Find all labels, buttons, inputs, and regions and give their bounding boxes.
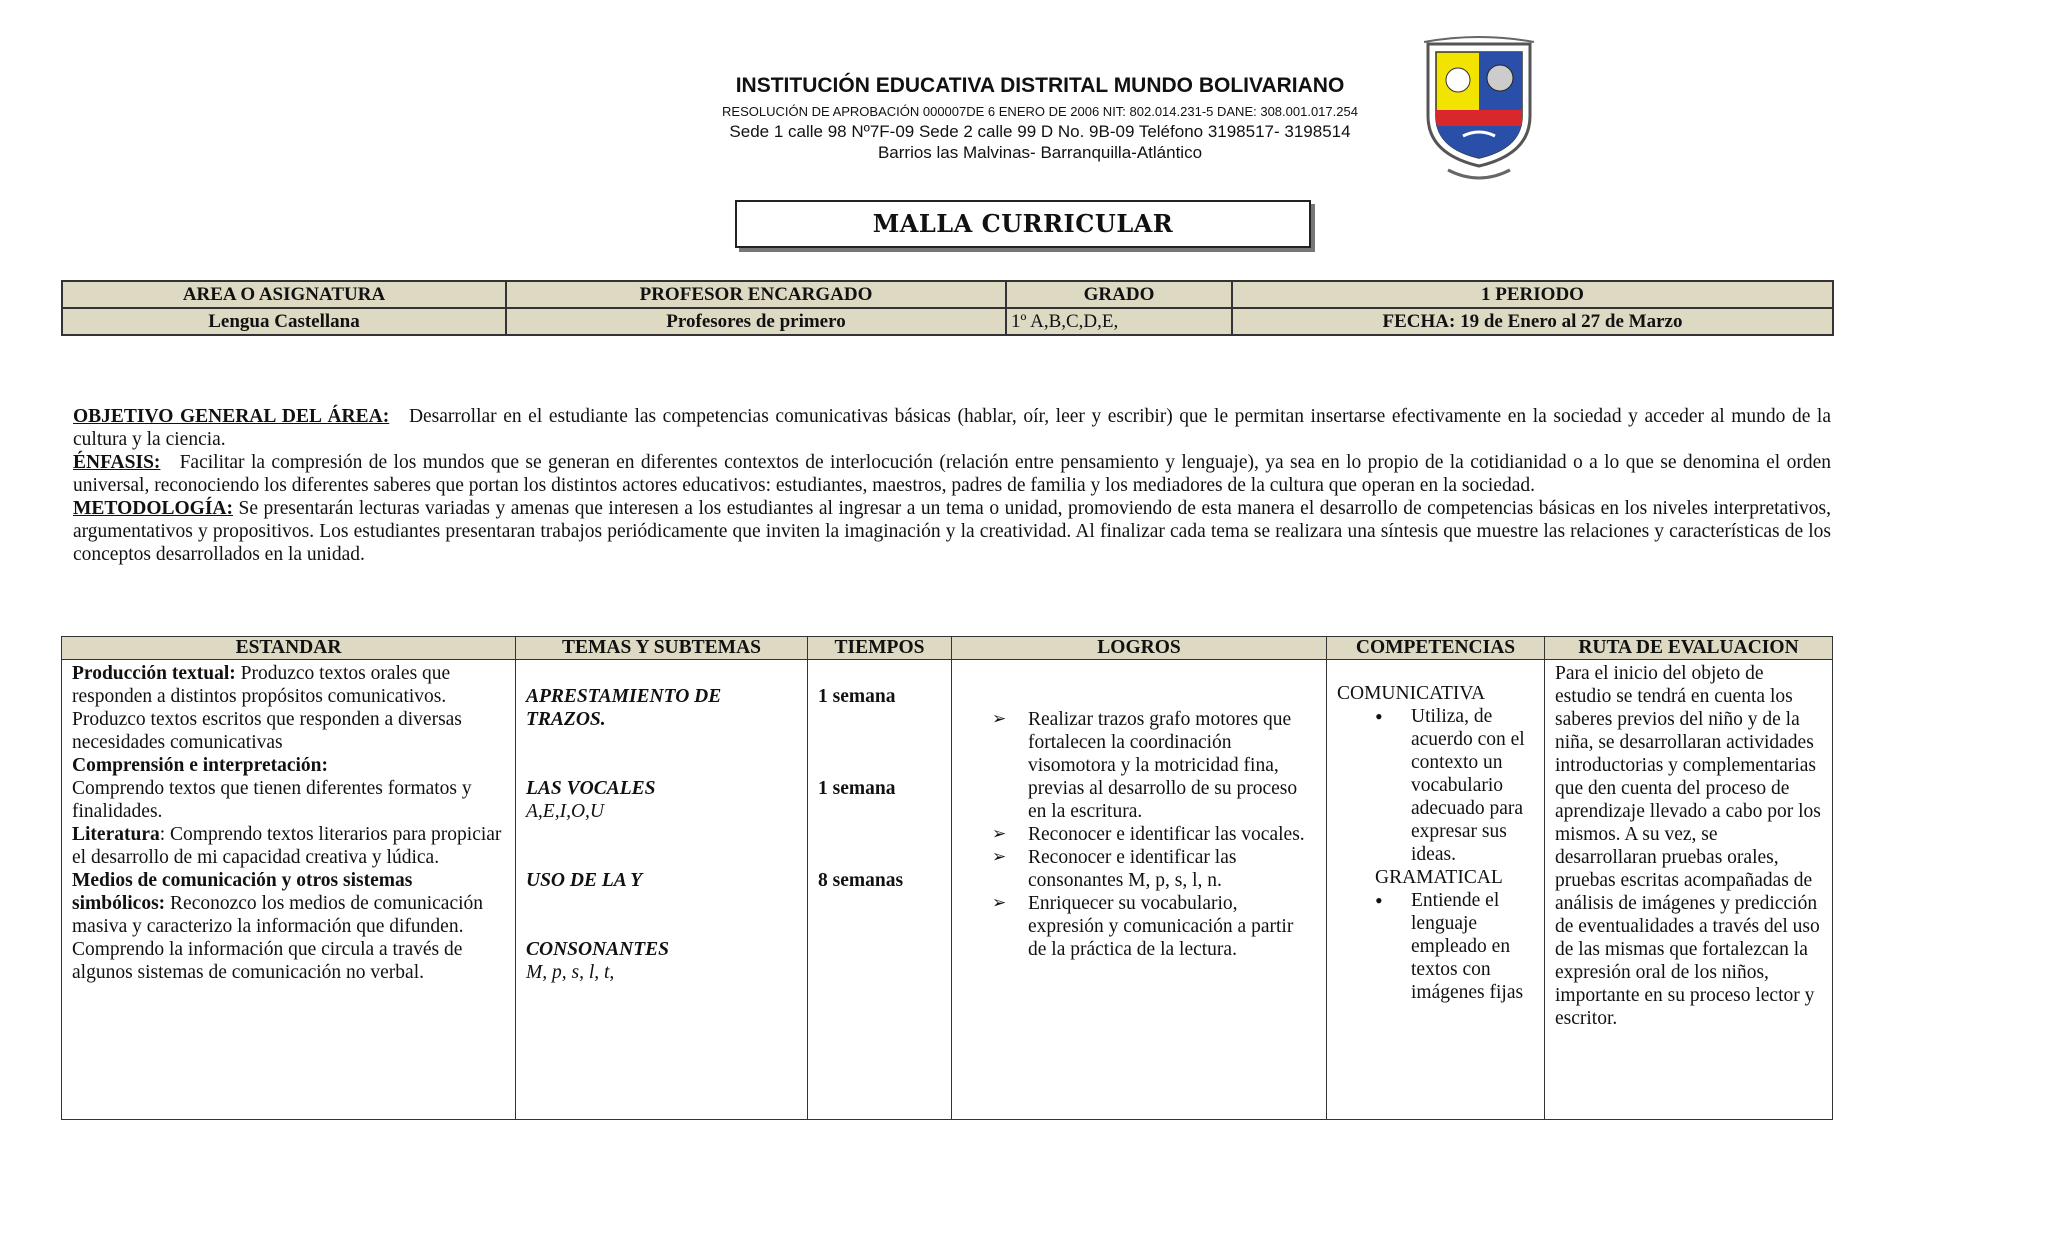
tiempo-value: 1 semana <box>818 778 896 799</box>
curriculum-table <box>61 636 1833 1120</box>
info-header-cell: 1 PERIODO <box>1232 281 1833 308</box>
logros-cell <box>952 660 1327 1120</box>
tema-sub: M, p, s, l, t, <box>526 962 615 983</box>
col-header-tiempos: TIEMPOS <box>808 637 952 660</box>
estandar-label: Medios de comunicación y otros sistemas simbólicos: <box>72 870 413 914</box>
curriculum-row <box>62 660 1833 1120</box>
info-value-fecha: FECHA: 19 de Enero al 27 de Marzo <box>1232 308 1833 335</box>
tema-title: LAS VOCALES <box>526 778 656 799</box>
tema-title: USO DE LA Y <box>526 870 643 891</box>
estandar-text: Reconozco los medios de comunicación masiva y caracterizo la información que difunden. <box>72 893 484 937</box>
competencia-item: • Utiliza, de acuerdo con el contexto un vocabulario adecuado para expresar sus ideas. <box>1375 705 1534 866</box>
competencia-list <box>1337 889 1534 1004</box>
estandar-text: Comprendo textos que tienen diferentes formatos y finalidades. <box>72 778 472 822</box>
estandar-cell <box>62 660 516 1120</box>
enfasis-text: Facilitar la compresión de los mundos que se generan en diferentes contextos de interlocución (relación entre pensamiento y lenguaje), ya sea en lo propio de la cotidianidad o a lo que se denomina el orden universal, reconociendo los diferentes saberes que portan los distintos actores educativos: estudiantes, maestros, padres de familia y los mediadores de la cultura que operan en la sociedad. <box>73 452 1831 496</box>
objetivo-text: Desarrollar en el estudiante las competencias comunicativas básicas (hablar, oír, leer y escribir) que le permitan insertarse efectivamente en la sociedad y acceder al mundo de la cultura y la ciencia. <box>73 406 1831 450</box>
estandar-text: Produzco textos orales que responden a distintos propósitos comunicativos. <box>72 663 451 707</box>
institution-name: INSTITUCIÓN EDUCATIVA DISTRITAL MUNDO BOLIVARIANO <box>735 74 1345 97</box>
resolution-line: RESOLUCIÓN DE APROBACIÓN 000007DE 6 ENERO DE 2006 NIT: 802.014.231-5 DANE: 308.001.017.254 <box>722 104 1358 119</box>
curriculum-header-row <box>62 637 1833 660</box>
col-header-ruta: RUTA DE EVALUACION <box>1545 637 1833 660</box>
objetivo-general <box>73 405 1831 451</box>
info-value-area: Lengua Castellana <box>62 308 506 335</box>
info-header-cell: PROFESOR ENCARGADO <box>506 281 1006 308</box>
estandar-label: Producción textual: <box>72 663 236 684</box>
logros-list <box>962 708 1316 961</box>
competencia-heading: GRAMATICAL <box>1375 867 1503 888</box>
competencia-list <box>1337 705 1534 866</box>
tema-sub: A,E,I,O,U <box>526 801 604 822</box>
logro-item: ➢ Reconocer e identificar las consonantes M, p, s, l, n. <box>992 846 1316 892</box>
info-header-row <box>62 281 1833 308</box>
info-value-profesor: Profesores de primero <box>506 308 1006 335</box>
ruta-cell: Para el inicio del objeto de estudio se tendrá en cuenta los saberes previos del niño y de la niña, se desarrollaran actividades introductorias y complementarias que den cuenta del proceso de aprendizaje llevado a cabo por los mismos. A su vez, se desarrollaran pruebas orales, pruebas escritas acompañadas de análisis de imágenes y predicción de eventualidades a través del uso de las mismas que fortalezcan la expresión oral de los niños, importante en su proceso lector y escritor. <box>1545 660 1833 1120</box>
logro-item: ➢ Enriquecer su vocabulario, expresión y comunicación a partir de la práctica de la lectura. <box>992 892 1316 961</box>
objetivo-label: OBJETIVO GENERAL DEL ÁREA: <box>73 406 390 427</box>
tiempo-value: 1 semana <box>818 686 896 707</box>
logro-item: ➢ Reconocer e identificar las vocales. <box>992 823 1316 846</box>
objectives-block <box>73 405 1831 566</box>
competencia-item: • Entiende el lenguaje empleado en textos con imágenes fijas <box>1375 889 1534 1004</box>
info-header-cell: GRADO <box>1006 281 1232 308</box>
enfasis <box>73 451 1831 497</box>
info-header-cell: AREA O ASIGNATURA <box>62 281 506 308</box>
col-header-estandar: ESTANDAR <box>62 637 516 660</box>
temas-cell <box>516 660 808 1120</box>
barrio-line: Barrios las Malvinas- Barranquilla-Atlántico <box>877 143 1203 162</box>
competencias-cell <box>1327 660 1545 1120</box>
col-header-competencias: COMPETENCIAS <box>1327 637 1545 660</box>
metodologia-text: Se presentarán lecturas variadas y amenas que interesen a los estudiantes al ingresar a un tema o unidad, promoviendo de esta manera el desarrollo de competencias básicas en los niveles interpretativos, argumentativos y propositivos. Los estudiantes presentaran trabajos periódicamente que inviten la imaginación y la creatividad. Al finalizar cada tema se realizara una síntesis que muestre las relaciones y características de los conceptos desarrollados en la unidad. <box>73 498 1832 565</box>
estandar-label: Comprensión e interpretación: <box>72 755 329 776</box>
col-header-temas: TEMAS Y SUBTEMAS <box>516 637 808 660</box>
estandar-text: Produzco textos escritos que responden a diversas necesidades comunicativas <box>72 709 462 753</box>
estandar-label: Literatura <box>72 824 160 845</box>
doc-title: MALLA CURRICULAR <box>735 200 1311 248</box>
sedes-line: Sede 1 calle 98 Nº7F-09 Sede 2 calle 99 D No. 9B-09 Teléfono 3198517- 3198514 <box>729 122 1351 141</box>
metodologia-label: METODOLOGÍA: <box>73 498 233 519</box>
school-crest-logo <box>1418 36 1540 182</box>
competencia-heading: COMUNICATIVA <box>1337 683 1486 704</box>
tiempos-cell <box>808 660 952 1120</box>
info-table <box>61 280 1834 336</box>
estandar-text: : Comprendo textos literarios para propiciar el desarrollo de mi capacidad creativa y lúdica. <box>72 824 502 868</box>
info-value-grado: 1º A,B,C,D,E, <box>1006 308 1232 335</box>
info-value-row <box>62 308 1833 335</box>
enfasis-label: ÉNFASIS: <box>73 452 161 473</box>
metodologia <box>73 497 1831 566</box>
logro-item: ➢ Realizar trazos grafo motores que fortalecen la coordinación visomotora y la motricidad fina, previas al desarrollo de su proceso en la escritura. <box>992 708 1316 823</box>
tiempo-value: 8 semanas <box>818 870 904 891</box>
col-header-logros: LOGROS <box>952 637 1327 660</box>
estandar-text: Comprendo la información que circula a través de algunos sistemas de comunicación no verbal. <box>72 939 463 983</box>
tema-title: CONSONANTES <box>526 939 670 960</box>
tema-title: APRESTAMIENTO DE TRAZOS. <box>526 686 722 730</box>
